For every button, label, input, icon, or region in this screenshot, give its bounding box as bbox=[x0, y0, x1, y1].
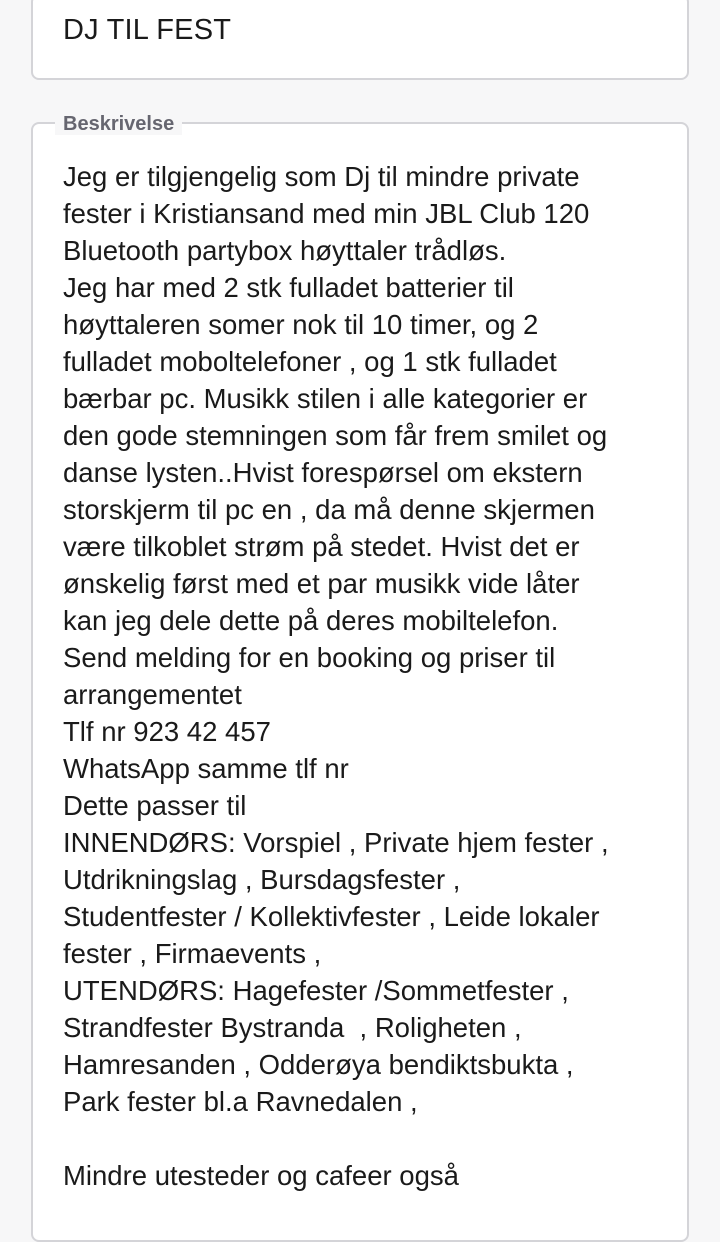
description-text: Jeg er tilgjengelig som Dj til mindre private fester i Kristiansand med min JBL Club 120 Bluetooth partybox høyttaler trådløs. Jeg har med 2 stk fulladet batterier til høyttaleren somer nok til 10 timer, og 2 fulladet moboltelefoner , og 1 stk fulladet bærbar pc. Musikk stilen i alle kategorier er den gode stemningen som får frem smilet og danse lysten..Hvist forespørsel om ekstern storskjerm til pc en , da må denne skjermen være tilkoblet strøm på stedet. Hvist det er ønskelig først med et par musikk vide låter kan jeg dele dette på deres mobiltelefon. Send melding for en booking og priser til arrangementet Tlf nr 923 42 457 WhatsApp samme tlf nr Dette passer til INNENDØRS: Vorspiel , Private hjem fester , Utdrikningslag , Bursdagsfester , Studentfester / Kollektivfester , Leide lokaler fester , Firmaevents , UTENDØRS: Hagefester /Sommetfester , Strandfester Bystranda , Roligheten , Hamresanden , Odderøya bendiktsbukta , Park fester bl.a Ravnedalen , Mindre utesteder og cafeer også bbox=[63, 161, 609, 1191]
title-field[interactable] bbox=[31, 0, 689, 80]
description-label: Beskrivelse bbox=[55, 113, 182, 135]
description-field[interactable] bbox=[31, 113, 689, 1242]
title-value: DJ TIL FEST bbox=[63, 14, 232, 46]
